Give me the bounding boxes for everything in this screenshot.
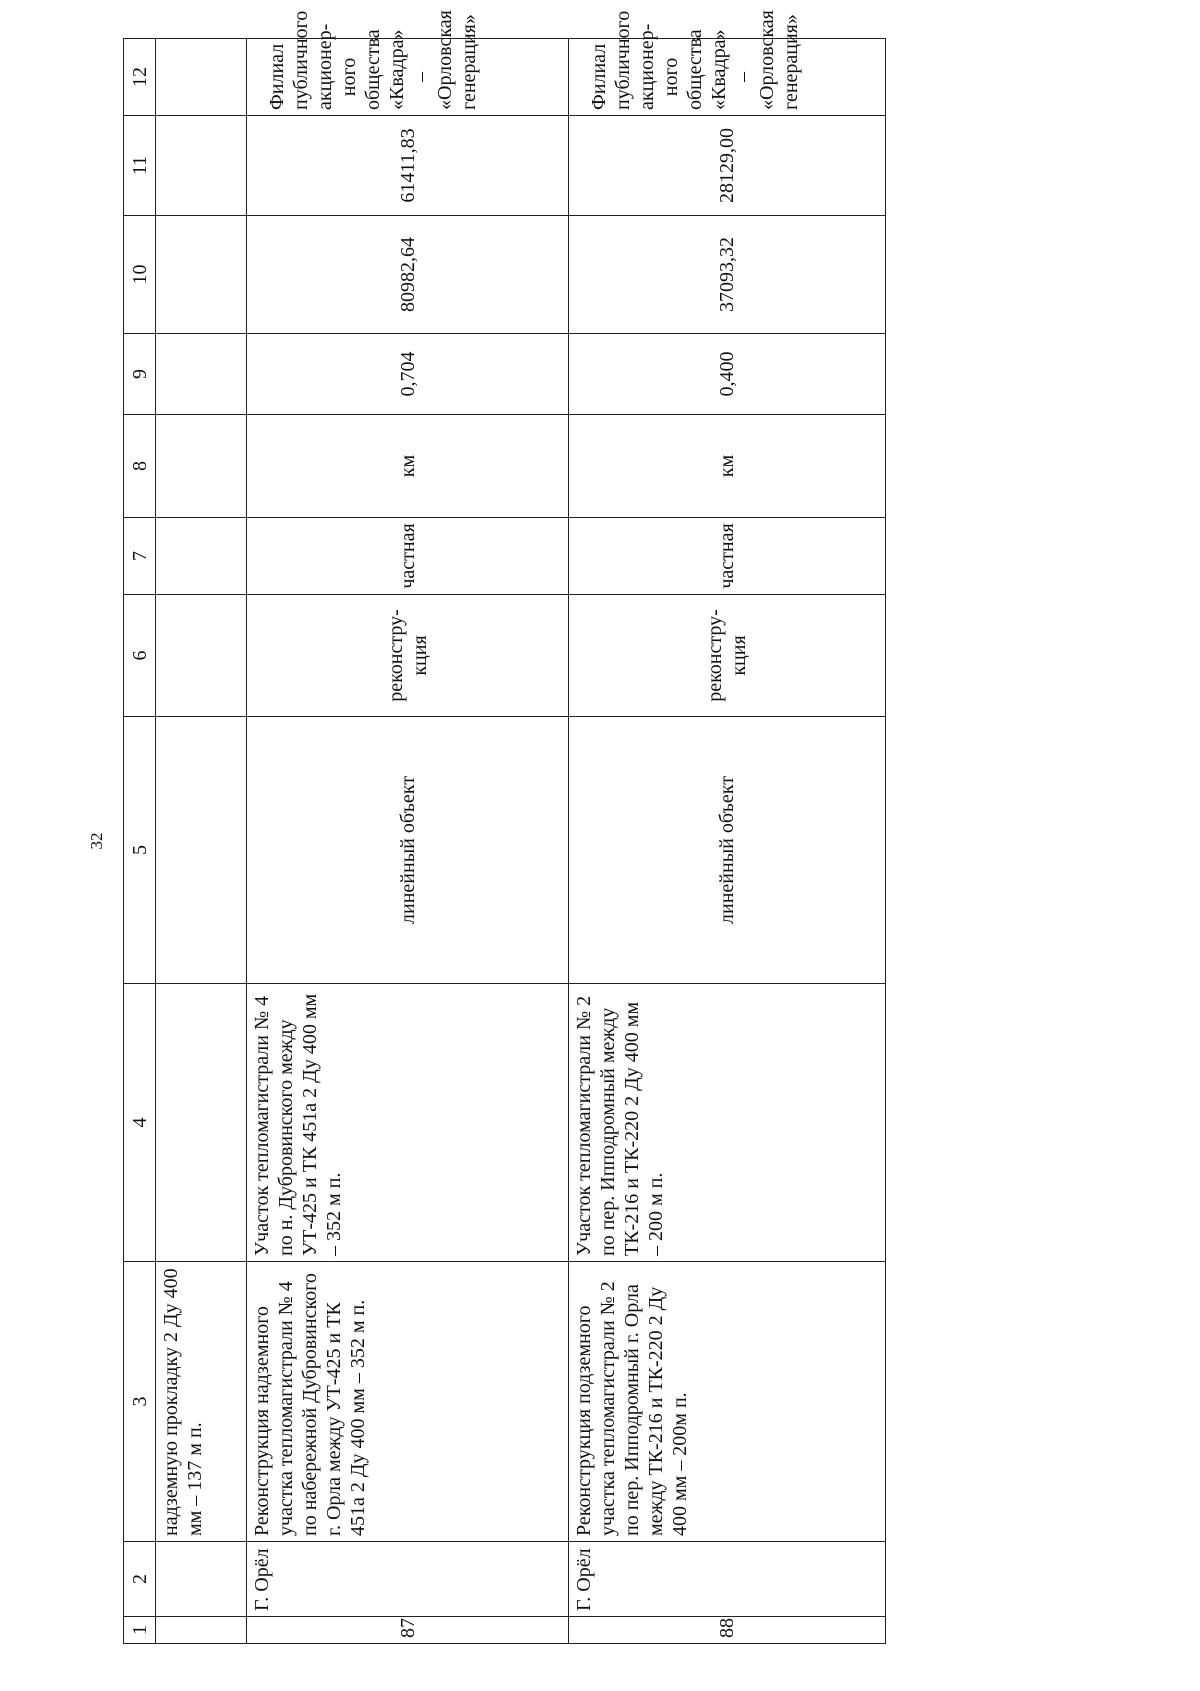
header-cell: 2: [124, 1542, 156, 1617]
cell-empty: [156, 518, 247, 595]
unit: км: [247, 415, 569, 518]
executor: Филиал публичного акционерного общества «Квадра» – «Орловская генерация»: [569, 39, 886, 116]
object-name: Участок тепломагистрали № 4 по н. Дубровинского между УТ-425 и ТК 451а 2 Ду 400 мм – 352 м п.: [247, 984, 569, 1262]
header-cell: 5: [124, 717, 156, 984]
cell-empty: [156, 1542, 247, 1617]
page-number: 32: [87, 832, 106, 850]
cell-empty: [156, 216, 247, 334]
event-name: Реконструкция надземного участка тепломагистрали № 4 по набережной Дубровинского г. Орла между УТ-425 и ТК 451а 2 Ду 400 мм – 352 м п.: [247, 1262, 569, 1542]
header-cell: 1: [124, 1617, 156, 1644]
row-number: 87: [247, 1617, 569, 1644]
header-cell: 9: [124, 334, 156, 415]
header-row: [124, 39, 156, 1644]
header-cell: 12: [124, 39, 156, 116]
unit: км: [569, 415, 886, 518]
header-cell: 7: [124, 518, 156, 595]
cell-empty: [156, 39, 247, 116]
header-cell: 11: [124, 116, 156, 216]
cell-empty: [156, 984, 247, 1262]
continuation-text: надземную прокладку 2 Ду 400 мм – 137 м п.: [156, 1262, 247, 1542]
header-cell: 4: [124, 984, 156, 1262]
header-cell: 3: [124, 1262, 156, 1542]
quantity: 0,704: [247, 334, 569, 415]
cell-empty: [156, 116, 247, 216]
object-type: линейный объект: [569, 717, 886, 984]
work-type: реконструкция: [569, 595, 886, 717]
continuation-row: [156, 39, 247, 1644]
cell-empty: [156, 595, 247, 717]
financing: частная: [247, 518, 569, 595]
settlement: Г. Орёл: [569, 1542, 886, 1617]
header-cell: 10: [124, 216, 156, 334]
object-name: Участок тепломагистрали № 2 по пер. Ипподромный между ТК-216 и ТК-220 2 Ду 400 мм – 200 м п.: [569, 984, 886, 1262]
table-row: [569, 39, 886, 1644]
executor: Филиал публичного акционерного общества «Квадра» – «Орловская генерация»: [247, 39, 569, 116]
cell-empty: [156, 717, 247, 984]
header-cell: 6: [124, 595, 156, 717]
rotated-table-container: [123, 10, 844, 1644]
work-type: реконструкция: [247, 595, 569, 717]
cell-empty: [156, 334, 247, 415]
event-name: Реконструкция подземного участка тепломагистрали № 2 по пер. Ипподромный г. Орла между ТК-216 и ТК-220 2 Ду 400 мм – 200м п.: [569, 1262, 886, 1542]
cost-total: 37093,32: [569, 216, 886, 334]
settlement: Г. Орёл: [247, 1542, 569, 1617]
header-cell: 8: [124, 415, 156, 518]
cost-total: 80982,64: [247, 216, 569, 334]
cell-empty: [156, 1617, 247, 1644]
cost-period: 28129,00: [569, 116, 886, 216]
investment-table: [123, 10, 886, 1644]
financing: частная: [569, 518, 886, 595]
object-type: линейный объект: [247, 717, 569, 984]
quantity: 0,400: [569, 334, 886, 415]
cell-empty: [156, 415, 247, 518]
table-row: [247, 39, 569, 1644]
cost-period: 61411,83: [247, 116, 569, 216]
row-number: 88: [569, 1617, 886, 1644]
